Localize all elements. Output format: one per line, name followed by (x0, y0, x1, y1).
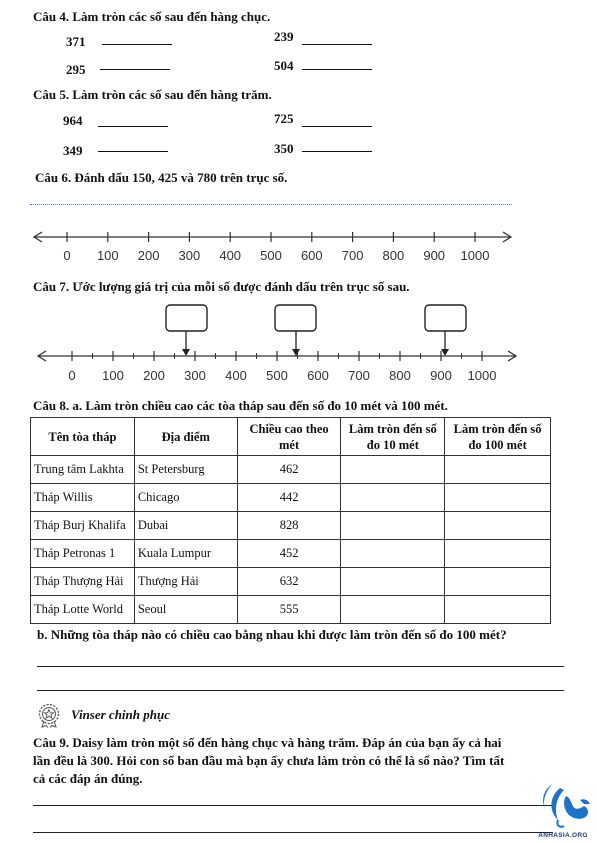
tower-name: Tháp Petronas 1 (31, 540, 135, 568)
answer-blank[interactable] (302, 126, 372, 127)
answer-blank[interactable] (302, 44, 372, 45)
number-line-label: 300 (184, 368, 206, 383)
number-line-label: 100 (102, 368, 124, 383)
number-line-label: 0 (63, 248, 71, 263)
q8b-question: b. Những tòa tháp nào có chiều cao bằng nhau khi được làm tròn đến số đo 100 mét? (37, 627, 507, 642)
table-row (31, 512, 551, 540)
answer-blank[interactable] (302, 151, 372, 152)
number-line-label: 400 (225, 368, 247, 383)
q6-number-line (0, 220, 597, 270)
round-10-cell[interactable] (341, 540, 445, 568)
col-header: Địa điểm (134, 418, 237, 456)
number-line-label: 800 (389, 368, 411, 383)
answer-blank[interactable] (98, 126, 168, 127)
tower-height: 828 (237, 512, 341, 540)
tower-height: 632 (237, 568, 341, 596)
tower-name: Tháp Lotte World (31, 596, 135, 624)
number-line-label: 400 (219, 248, 242, 263)
answer-blank[interactable] (302, 69, 372, 70)
number-line-label: 600 (300, 248, 323, 263)
round-100-cell[interactable] (445, 456, 551, 484)
col-header: Làm tròn đến số đo 100 mét (445, 418, 551, 456)
answer-line[interactable] (33, 832, 553, 833)
q4-number: 239 (274, 29, 294, 44)
tower-height: 462 (237, 456, 341, 484)
round-100-cell[interactable] (445, 484, 551, 512)
q4-title: Câu 4. Làm tròn các số sau đến hàng chục. (33, 9, 271, 24)
round-100-cell[interactable] (445, 540, 551, 568)
number-line-label: 0 (68, 368, 76, 383)
tower-location: Dubai (134, 512, 237, 540)
tower-location: Seoul (134, 596, 237, 624)
round-10-cell[interactable] (341, 484, 445, 512)
tower-location: Kuala Lumpur (134, 540, 237, 568)
arrow-down-icon (292, 349, 300, 356)
number-line-label: 100 (96, 248, 119, 263)
col-header: Tên tòa tháp (31, 418, 135, 456)
q4-number: 371 (66, 34, 86, 49)
col-header: Chiều cao theo mét (237, 418, 341, 456)
q5-number: 725 (274, 111, 294, 126)
q5-number: 350 (274, 141, 294, 156)
tower-name: Tháp Willis (31, 484, 135, 512)
number-line-label: 600 (307, 368, 329, 383)
answer-blank[interactable] (102, 44, 172, 45)
arrow-down-icon (441, 349, 449, 356)
number-line-label: 200 (137, 248, 160, 263)
number-line-label: 800 (382, 248, 405, 263)
number-line-label: 900 (423, 248, 446, 263)
q8-title: Câu 8. a. Làm tròn chiều cao các tòa tháp sau đến số đo 10 mét và 100 mét. (33, 398, 448, 413)
arrow-down-icon (182, 349, 190, 356)
tower-location: St Petersburg (134, 456, 237, 484)
answer-line[interactable] (33, 805, 553, 806)
number-line-label: 700 (341, 248, 364, 263)
number-line-label: 1000 (460, 248, 490, 263)
number-line-label: 500 (260, 248, 282, 263)
number-line-label: 900 (430, 368, 452, 383)
table-row (31, 568, 551, 596)
round-10-cell[interactable] (341, 512, 445, 540)
estimate-box[interactable] (166, 305, 207, 331)
tower-table (30, 417, 551, 624)
medal-icon (36, 702, 62, 728)
table-row (31, 596, 551, 624)
round-10-cell[interactable] (341, 596, 445, 624)
q5-number: 349 (63, 143, 83, 158)
q5-number: 964 (63, 113, 83, 128)
round-10-cell[interactable] (341, 568, 445, 596)
answer-line[interactable] (37, 690, 564, 691)
tower-height: 555 (237, 596, 341, 624)
q4-number: 295 (66, 62, 86, 77)
tower-location: Chicago (134, 484, 237, 512)
tower-name: Tháp Burj Khalifa (31, 512, 135, 540)
estimate-box[interactable] (275, 305, 316, 331)
round-100-cell[interactable] (445, 512, 551, 540)
tower-height: 442 (237, 484, 341, 512)
number-line-label: 200 (143, 368, 165, 383)
q6-title: Câu 6. Đánh dấu 150, 425 và 780 trên trục số. (35, 170, 288, 185)
estimate-box[interactable] (425, 305, 466, 331)
tower-height: 452 (237, 540, 341, 568)
watermark-logo (530, 780, 596, 840)
answer-line[interactable] (37, 666, 564, 667)
q7-number-line (0, 300, 597, 390)
tower-location: Thượng Hải (134, 568, 237, 596)
q5-title: Câu 5. Làm tròn các số sau đến hàng trăm. (33, 87, 272, 102)
q9-line3: cả các đáp án đúng. (33, 771, 143, 786)
watermark-text: ANHASIA.ORG (538, 832, 588, 839)
round-100-cell[interactable] (445, 596, 551, 624)
q7-title: Câu 7. Ước lượng giá trị của mỗi số được đánh dấu trên trục số sau. (33, 279, 410, 294)
q4-number: 504 (274, 58, 294, 73)
dotted-separator (30, 204, 512, 205)
table-row (31, 484, 551, 512)
table-row (31, 456, 551, 484)
answer-blank[interactable] (98, 151, 168, 152)
answer-blank[interactable] (100, 69, 170, 70)
q9-line2: lần đều là 300. Hỏi con số ban đầu mà bạn ấy chưa làm tròn có thể là số nào? Tìm tất (33, 753, 505, 768)
table-header-row (31, 418, 551, 456)
round-10-cell[interactable] (341, 456, 445, 484)
number-line-label: 1000 (467, 368, 497, 383)
table-row (31, 540, 551, 568)
number-line-label: 300 (178, 248, 201, 263)
challenge-heading: Vinser chinh phục (71, 707, 170, 722)
number-line-label: 500 (266, 368, 288, 383)
round-100-cell[interactable] (445, 568, 551, 596)
q9-line1: Câu 9. Daisy làm tròn một số đến hàng chục và hàng trăm. Đáp án của bạn ấy cả hai (33, 735, 502, 750)
tower-name: Tháp Thượng Hải (31, 568, 135, 596)
tower-name: Trung tâm Lakhta (31, 456, 135, 484)
number-line-label: 700 (348, 368, 370, 383)
col-header: Làm tròn đến số đo 10 mét (341, 418, 445, 456)
